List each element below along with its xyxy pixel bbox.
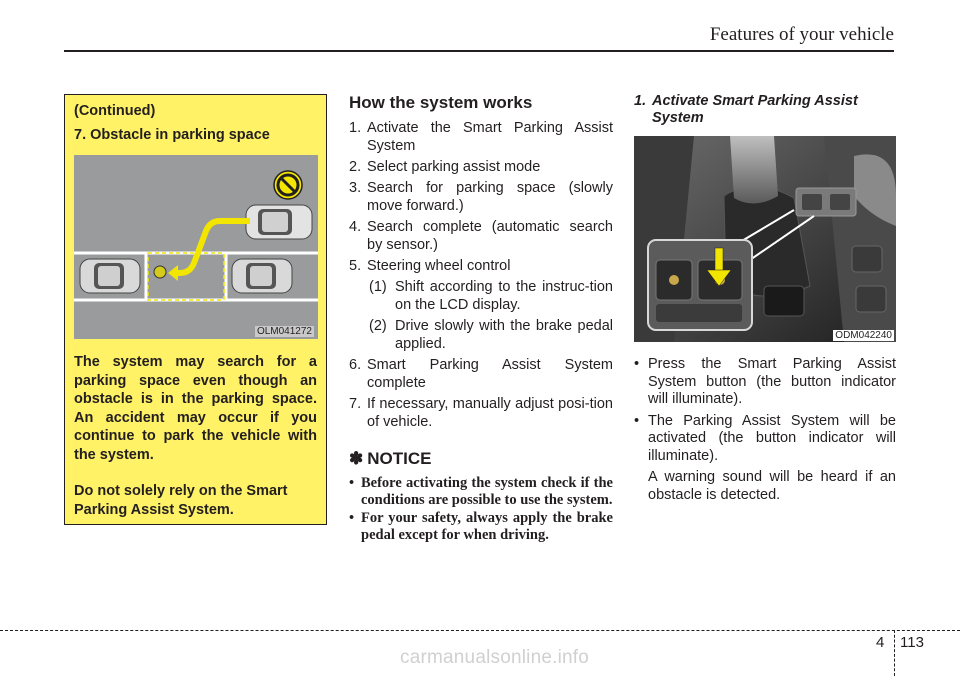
step-number: 4. — [349, 219, 362, 235]
step-number: (2) — [369, 318, 387, 334]
step-number: 3. — [349, 180, 362, 196]
list-item — [349, 278, 613, 314]
list-item — [349, 510, 613, 544]
list-item — [349, 179, 613, 215]
page-header-title: Features of your vehicle — [709, 24, 894, 45]
step-number: (1) — [369, 279, 387, 295]
list-item — [349, 317, 613, 353]
step-text: Activate the Smart Parking Assist System — [367, 120, 613, 154]
step-text: Shift according to the instruc-tion on the LCD display. — [395, 279, 613, 313]
step-text: Steering wheel control — [367, 258, 511, 274]
list-item — [349, 475, 613, 509]
list-item — [349, 356, 613, 392]
caution-subheading: 7. Obstacle in parking space — [74, 127, 270, 143]
step-text: If necessary, manually adjust posi-tion of vehicle. — [367, 396, 613, 430]
console-illustration — [634, 136, 896, 342]
bullet-icon: • — [349, 475, 355, 491]
step-number: 5. — [349, 258, 362, 274]
heading-number: 1. — [634, 93, 647, 109]
step-text: Select parking assist mode — [367, 159, 541, 175]
bullet-icon: • — [634, 356, 640, 372]
list-item — [349, 395, 613, 431]
list-item — [349, 158, 613, 176]
caution-warning-text: The system may search for a parking space even though an obstacle is in the parking space. An accident may occur if you continue to park the vehicle with the system. — [74, 354, 317, 463]
parked-car-right — [232, 259, 292, 293]
bullet-icon: • — [634, 412, 640, 429]
bullet-icon: • — [349, 510, 355, 526]
step-number: 6. — [349, 357, 362, 373]
moving-car — [246, 205, 312, 239]
caution-box — [64, 94, 327, 525]
activate-heading — [634, 93, 896, 127]
figure-code: OLM041272 — [256, 326, 312, 337]
notice-text: Before activating the system check if the conditions are possible to use the system. — [361, 475, 613, 508]
list-item — [634, 469, 896, 504]
step-number: 2. — [349, 159, 362, 175]
activate-bullets — [634, 356, 896, 504]
heading-text: Activate Smart Parking Assist System — [652, 93, 858, 126]
steps-list — [349, 119, 613, 431]
note-text: A warning sound will be heard if an obstacle is detected. — [648, 469, 896, 503]
console-photo — [634, 136, 896, 342]
photo-code: ODM042240 — [835, 330, 892, 341]
page-number: 113 — [900, 634, 924, 651]
step-text: Search complete (automatic search by sensor.) — [367, 219, 613, 253]
step-number: 1. — [349, 120, 362, 136]
notice-list — [349, 475, 613, 544]
step-text: Search for parking space (slowly move forward.) — [367, 180, 613, 214]
bullet-text: Press the Smart Parking Assist System button (the button indicator will illuminate). — [648, 356, 896, 407]
bullet-text: The Parking Assist System will be activated (the button indicator will illuminate). — [648, 412, 896, 464]
footer-rule — [0, 630, 960, 631]
list-item — [349, 119, 613, 155]
step-text: Drive slowly with the brake pedal applied. — [395, 318, 613, 352]
chapter-number: 4 — [876, 634, 885, 651]
list-item — [349, 257, 613, 275]
step-number: 7. — [349, 396, 362, 412]
activate-section — [634, 93, 896, 508]
notice-text: For your safety, always apply the brake pedal except for when driving. — [361, 510, 613, 543]
caution-warning-text-2: Do not solely rely on the Smart Parking Assist System. — [74, 483, 288, 518]
parking-diagram — [74, 155, 318, 339]
section-title: How the system works — [349, 93, 533, 112]
header-rule — [64, 50, 894, 52]
asterisk-icon: ✽ — [349, 449, 364, 468]
page-number-divider — [894, 630, 895, 676]
how-it-works-section — [349, 93, 613, 545]
button-closeup-inset — [648, 240, 752, 330]
list-item — [634, 413, 896, 466]
notice-heading — [349, 449, 613, 469]
obstacle-icon — [154, 266, 166, 278]
parked-car-left — [80, 259, 140, 293]
parking-obstacle-illustration — [74, 155, 318, 339]
list-item — [349, 218, 613, 254]
notice-title: NOTICE — [367, 449, 432, 468]
no-entry-icon — [274, 171, 302, 199]
step-text: Smart Parking Assist System complete — [367, 357, 613, 391]
caution-continued: (Continued) — [74, 103, 156, 119]
list-item — [634, 356, 896, 409]
watermark: carmanualsonline.info — [400, 647, 590, 668]
